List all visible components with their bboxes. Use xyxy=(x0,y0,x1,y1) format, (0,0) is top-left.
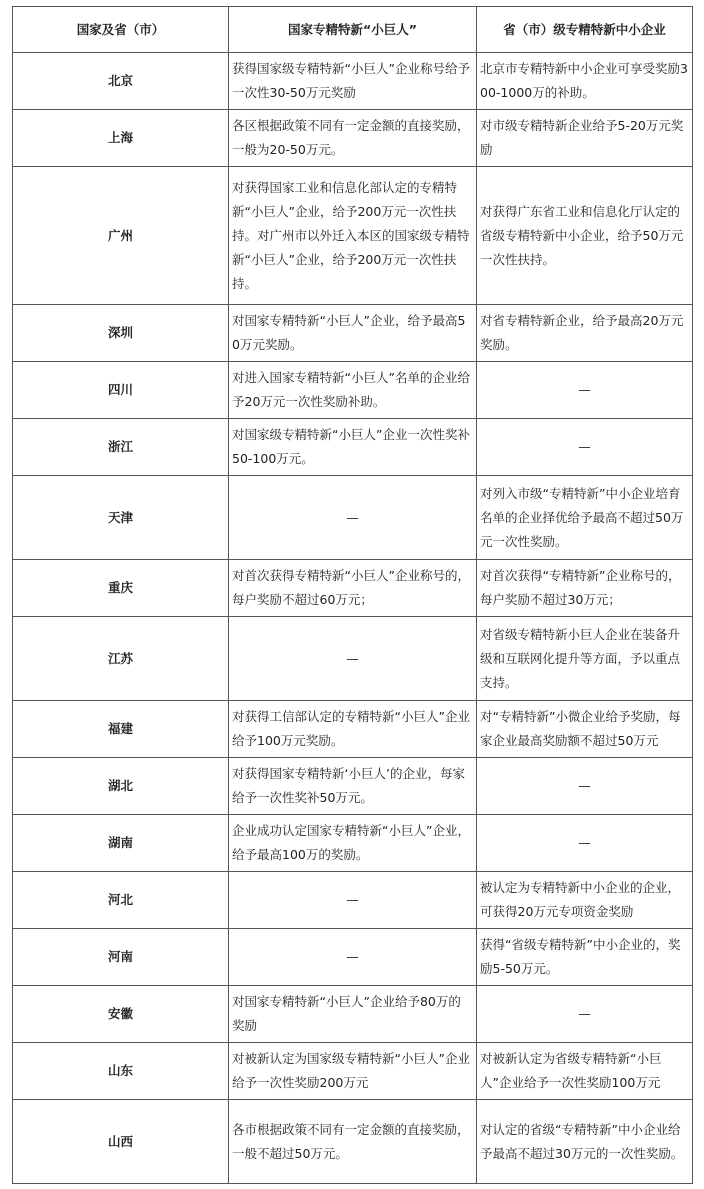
table-row xyxy=(13,929,693,986)
provincial-policy-cell: 对获得广东省工业和信息化厅认定的省级专精特新中小企业，给予50万元一次性扶持。 xyxy=(477,167,693,305)
provincial-policy-cell: — xyxy=(477,419,693,476)
table-row xyxy=(13,167,693,305)
table-row xyxy=(13,815,693,872)
table-row xyxy=(13,419,693,476)
national-policy-cell: 各区根据政策不同有一定金额的直接奖励，一般为20-50万元。 xyxy=(229,110,477,167)
provincial-policy-cell: 对列入市级“专精特新”中小企业培育名单的企业择优给予最高不超过50万元一次性奖励。 xyxy=(477,476,693,560)
region-cell: 深圳 xyxy=(13,305,229,362)
national-policy-cell: 对获得国家工业和信息化部认定的专精特新“小巨人”企业，给予200万元一次性扶持。对广州市以外迁入本区的国家级专精特新“小巨人”企业，给予200万元一次性扶持。 xyxy=(229,167,477,305)
table-row xyxy=(13,986,693,1043)
table-row xyxy=(13,362,693,419)
table-row xyxy=(13,110,693,167)
header-national: 国家专精特新“小巨人” xyxy=(229,7,477,53)
provincial-policy-cell: 被认定为专精特新中小企业的企业，可获得20万元专项资金奖励 xyxy=(477,872,693,929)
region-cell: 山西 xyxy=(13,1100,229,1184)
provincial-policy-cell: 对被新认定为省级专精特新“小巨人”企业给予一次性奖励100万元 xyxy=(477,1043,693,1100)
table-row xyxy=(13,560,693,617)
header-region: 国家及省（市） xyxy=(13,7,229,53)
provincial-policy-cell: 对首次获得“专精特新”企业称号的，每户奖励不超过30万元； xyxy=(477,560,693,617)
national-policy-cell: 对国家专精特新“小巨人”企业给予80万的奖励 xyxy=(229,986,477,1043)
region-cell: 广州 xyxy=(13,167,229,305)
region-cell: 湖北 xyxy=(13,758,229,815)
table-row xyxy=(13,872,693,929)
national-policy-cell: 对首次获得专精特新“小巨人”企业称号的，每户奖励不超过60万元； xyxy=(229,560,477,617)
region-cell: 安徽 xyxy=(13,986,229,1043)
national-policy-cell: 对获得国家专精特新‘小巨人’的企业，每家给予一次性奖补50万元。 xyxy=(229,758,477,815)
provincial-policy-cell: — xyxy=(477,758,693,815)
table-row xyxy=(13,1043,693,1100)
region-cell: 北京 xyxy=(13,53,229,110)
table-row xyxy=(13,305,693,362)
region-cell: 湖南 xyxy=(13,815,229,872)
national-policy-cell: 对进入国家专精特新“小巨人”名单的企业给予20万元一次性奖励补助。 xyxy=(229,362,477,419)
table-row xyxy=(13,758,693,815)
national-policy-cell: — xyxy=(229,929,477,986)
policy-table xyxy=(12,6,693,1184)
national-policy-cell: 对被新认定为国家级专精特新“小巨人”企业给予一次性奖励200万元 xyxy=(229,1043,477,1100)
region-cell: 天津 xyxy=(13,476,229,560)
region-cell: 山东 xyxy=(13,1043,229,1100)
region-cell: 重庆 xyxy=(13,560,229,617)
table-row xyxy=(13,701,693,758)
region-cell: 浙江 xyxy=(13,419,229,476)
region-cell: 河南 xyxy=(13,929,229,986)
region-cell: 江苏 xyxy=(13,617,229,701)
table-row xyxy=(13,53,693,110)
table-header-row xyxy=(13,7,693,53)
provincial-policy-cell: 对省级专精特新小巨人企业在装备升级和互联网化提升等方面，予以重点支持。 xyxy=(477,617,693,701)
table-row xyxy=(13,1100,693,1184)
region-cell: 四川 xyxy=(13,362,229,419)
national-policy-cell: 对获得工信部认定的专精特新“小巨人”企业给予100万元奖励。 xyxy=(229,701,477,758)
table-row xyxy=(13,617,693,701)
national-policy-cell: 各市根据政策不同有一定金额的直接奖励，一般不超过50万元。 xyxy=(229,1100,477,1184)
provincial-policy-cell: 获得“省级专精特新”中小企业的，奖励5-50万元。 xyxy=(477,929,693,986)
provincial-policy-cell: 对市级专精特新企业给予5-20万元奖励 xyxy=(477,110,693,167)
table-row xyxy=(13,476,693,560)
provincial-policy-cell: — xyxy=(477,986,693,1043)
national-policy-cell: — xyxy=(229,476,477,560)
region-cell: 上海 xyxy=(13,110,229,167)
national-policy-cell: 对国家专精特新“小巨人”企业，给予最高50万元奖励。 xyxy=(229,305,477,362)
provincial-policy-cell: — xyxy=(477,815,693,872)
national-policy-cell: 企业成功认定国家专精特新“小巨人”企业，给予最高100万的奖励。 xyxy=(229,815,477,872)
provincial-policy-cell: 对省专精特新企业，给予最高20万元奖励。 xyxy=(477,305,693,362)
national-policy-cell: 对国家级专精特新“小巨人”企业一次性奖补50-100万元。 xyxy=(229,419,477,476)
region-cell: 河北 xyxy=(13,872,229,929)
provincial-policy-cell: 对“专精特新”小微企业给予奖励，每家企业最高奖励额不超过50万元 xyxy=(477,701,693,758)
national-policy-cell: — xyxy=(229,872,477,929)
provincial-policy-cell: 北京市专精特新中小企业可享受奖励300-1000万的补助。 xyxy=(477,53,693,110)
national-policy-cell: — xyxy=(229,617,477,701)
region-cell: 福建 xyxy=(13,701,229,758)
header-provincial: 省（市）级专精特新中小企业 xyxy=(477,7,693,53)
national-policy-cell: 获得国家级专精特新“小巨人”企业称号给予一次性30-50万元奖励 xyxy=(229,53,477,110)
provincial-policy-cell: — xyxy=(477,362,693,419)
provincial-policy-cell: 对认定的省级“专精特新”中小企业给予最高不超过30万元的一次性奖励。 xyxy=(477,1100,693,1184)
